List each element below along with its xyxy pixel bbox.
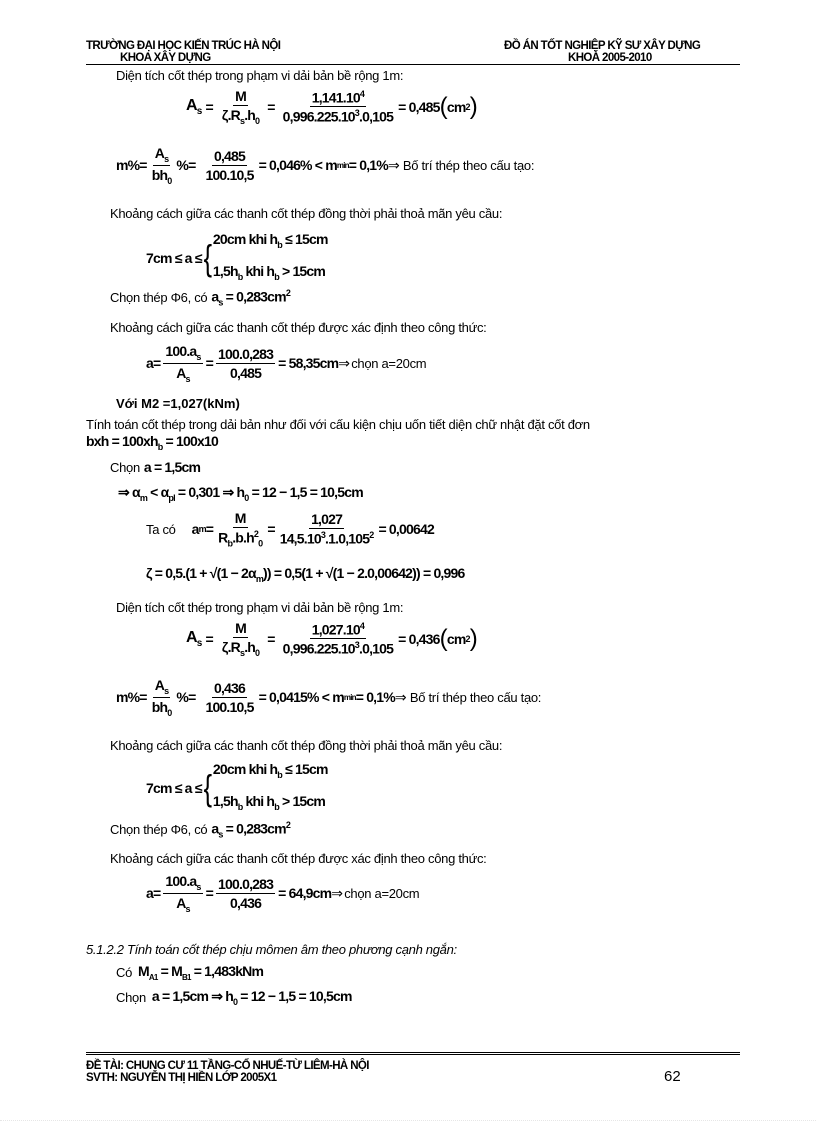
header-school: TRƯỜNG ĐẠI HỌC KIẾN TRÚC HÀ NỘI bbox=[86, 40, 281, 52]
m2-alpha-line: ⇒ $\alpha_m < \alpha_{pl} = 0,301$ ⇒ $h_0 = 12 - 1,5 = 10,5cm$ bbox=[118, 484, 363, 503]
footer-rule bbox=[86, 1052, 740, 1055]
m2-calc-text: Tính toán cốt thép trong dải bản như đối với cấu kiện chịu uốn tiết diện chữ nhật đặt cốt đơn bbox=[86, 417, 590, 432]
header-project: ĐỒ ÁN TỐT NGHIỆP KỸ SƯ XÂY DỰNG bbox=[504, 40, 701, 52]
m2-chon-line: Chọn a = 1,5cm bbox=[110, 459, 201, 475]
b2-choose-line: Chọn thép Φ6, có $a_s = 0,283cm^2$ bbox=[110, 820, 291, 840]
b2-spacing-text: Khoảng cách giữa các thanh cốt thép đồng thời phải thoả mãn yêu cầu: bbox=[110, 738, 503, 753]
m2-am-formula: Ta có a m = $\frac{M}{R_b.b.h^2_0}$ = $\frac{1,027}{14,5.10^3.1.0,105^2}$ = 0,00642 bbox=[146, 510, 434, 549]
m2-heading: Với M2 =1,027(kNm) bbox=[116, 396, 240, 411]
b1-as-formula: $A_s$ = $\frac{M}{\zeta.R_s.h_0}$ = $\frac{1,141.10^4}{0,996.225.10^3.0,105}$ = 0,485 ( cm 2 ) bbox=[186, 88, 477, 126]
m2-bxh: bxh = $100xh_b = 100x10$ bbox=[86, 433, 218, 452]
b1-formula-text: Khoảng cách giữa các thanh cốt thép được xác định theo công thức: bbox=[110, 320, 487, 335]
b2-spacing-cases: 7cm ≤ a ≤ { 20cm khi $h_b \le 15cm$ $1,5h_b$ khi $h_b > 15cm$ bbox=[146, 761, 328, 812]
b2-as-formula: $A_s$ = $\frac{M}{\zeta.R_s.h_0}$ = $\frac{1,027.10^4}{0,996.225.10^3.0,105}$ = 0,436 ( cm 2 ) bbox=[186, 620, 477, 658]
b2-area-text: Diện tích cốt thép trong phạm vi dải bản bề rộng 1m: bbox=[116, 600, 404, 615]
b1-spacing-cases: 7cm ≤ a ≤ { 20cm khi $h_b \le 15cm$ $1,5h_b$ khi $h_b > 15cm$ bbox=[146, 231, 328, 282]
header-faculty: KHOA XÂY DỰNG bbox=[120, 52, 211, 64]
b1-area-text: Diện tích cốt thép trong phạm vi dải bản bề rộng 1m: bbox=[116, 68, 404, 83]
b2-mu-formula: m%= $\frac{A_s}{bh_0}$ %= $\frac{0,436}{100.10,5}$ = 0,0415% < m min = 0,1% ⇒ Bố trí thép theo cấu tạo: bbox=[116, 677, 542, 718]
b1-choose-line: Chọn thép Φ6, có $a_s = 0,283cm^2$ bbox=[110, 288, 291, 308]
sec-moment-line: Có $M_{A1} = M_{B1} = 1,483kNm$ bbox=[116, 963, 264, 982]
header-course: KHOÁ 2005-2010 bbox=[568, 52, 652, 64]
section-title: 5.1.2.2 Tính toán cốt thép chịu mômen âm theo phương cạnh ngắn: bbox=[86, 942, 457, 957]
b2-formula-text: Khoảng cách giữa các thanh cốt thép được xác định theo công thức: bbox=[110, 851, 487, 866]
page-number: 62 bbox=[664, 1068, 681, 1085]
sec-chon-line: Chọn a = 1,5cm ⇒ $h_0 = 12 - 1,5 = 10,5cm$ bbox=[116, 988, 352, 1007]
page-bottom-edge bbox=[0, 1120, 816, 1121]
m2-zeta-line: $\zeta = 0,5.(1 + √(1 - 2\alpha_m)) = 0,5(1 + √(1 - 2.0,00642)) = 0,996$ bbox=[146, 565, 465, 584]
b1-spacing-text: Khoảng cách giữa các thanh cốt thép đồng thời phải thoả mãn yêu cầu: bbox=[110, 206, 503, 221]
header-rule bbox=[86, 64, 740, 65]
b2-a-formula: a= $\frac{100.a_s}{A_s}$ = $\frac{100.0,283}{0,436}$ = 64,9cm ⇒ chọn a=20cm bbox=[146, 873, 420, 914]
b1-a-formula: a= $\frac{100.a_s}{A_s}$ = $\frac{100.0,283}{0,485}$ = 58,35cm ⇒ chọn a=20cm bbox=[146, 343, 427, 384]
footer-topic: ĐỀ TÀI: CHUNG CƯ 11 TẦNG-CỔ NHUẾ-TỪ LIÊM-HÀ NỘI bbox=[86, 1060, 369, 1072]
b1-mu-formula: m%= $\frac{A_s}{bh_0}$ %= $\frac{0,485}{100.10,5}$ = 0,046% < m min = 0,1% ⇒ Bố trí thép theo cấu tạo: bbox=[116, 145, 535, 186]
footer-student: SVTH: NGUYỄN THỊ HIỀN LỚP 2005X1 bbox=[86, 1072, 277, 1084]
